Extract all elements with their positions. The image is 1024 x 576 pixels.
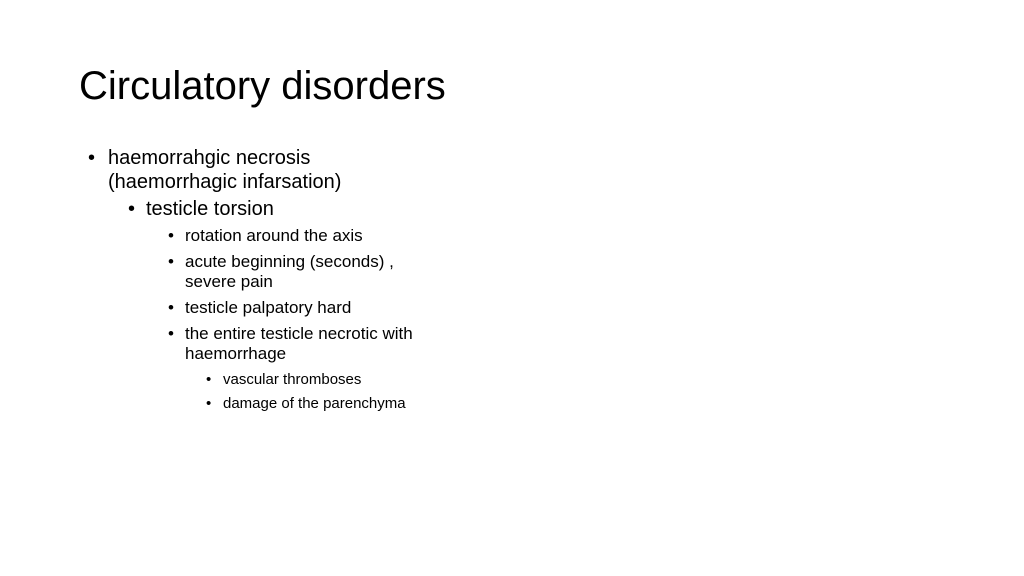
bullet-item-acute-beginning (168, 252, 394, 292)
bullet-item-palpatory-hard (168, 298, 352, 318)
bullet-item-vascular-thromboses (206, 371, 362, 389)
bullet-text: testicle palpatory hard (185, 298, 352, 317)
bullet-text: rotation around the axis (185, 226, 363, 245)
slide-title: Circulatory disorders (79, 64, 446, 108)
bullet-item-haemorrhagic-necrosis (88, 146, 342, 194)
bullet-icon: • (168, 252, 174, 271)
bullet-text: testicle torsion (146, 198, 274, 220)
bullet-icon: • (168, 298, 174, 317)
bullet-icon: • (88, 147, 96, 169)
bullet-item-testicle-torsion (128, 197, 274, 221)
bullet-text: acute beginning (seconds) , severe pain (185, 252, 394, 291)
bullet-icon: • (128, 198, 136, 220)
bullet-item-rotation (168, 226, 363, 246)
bullet-text: the entire testicle necrotic with haemorrhage (185, 324, 413, 363)
bullet-text: damage of the parenchyma (223, 395, 406, 412)
bullet-icon: • (168, 226, 174, 245)
bullet-text: haemorrahgic necrosis (haemorrhagic infarsation) (108, 147, 342, 193)
bullet-icon: • (168, 324, 174, 343)
bullet-item-entire-testicle (168, 324, 413, 364)
bullet-text: vascular thromboses (223, 371, 362, 388)
bullet-icon: • (206, 395, 212, 412)
bullet-item-parenchyma-damage (206, 395, 406, 413)
bullet-icon: • (206, 371, 212, 388)
